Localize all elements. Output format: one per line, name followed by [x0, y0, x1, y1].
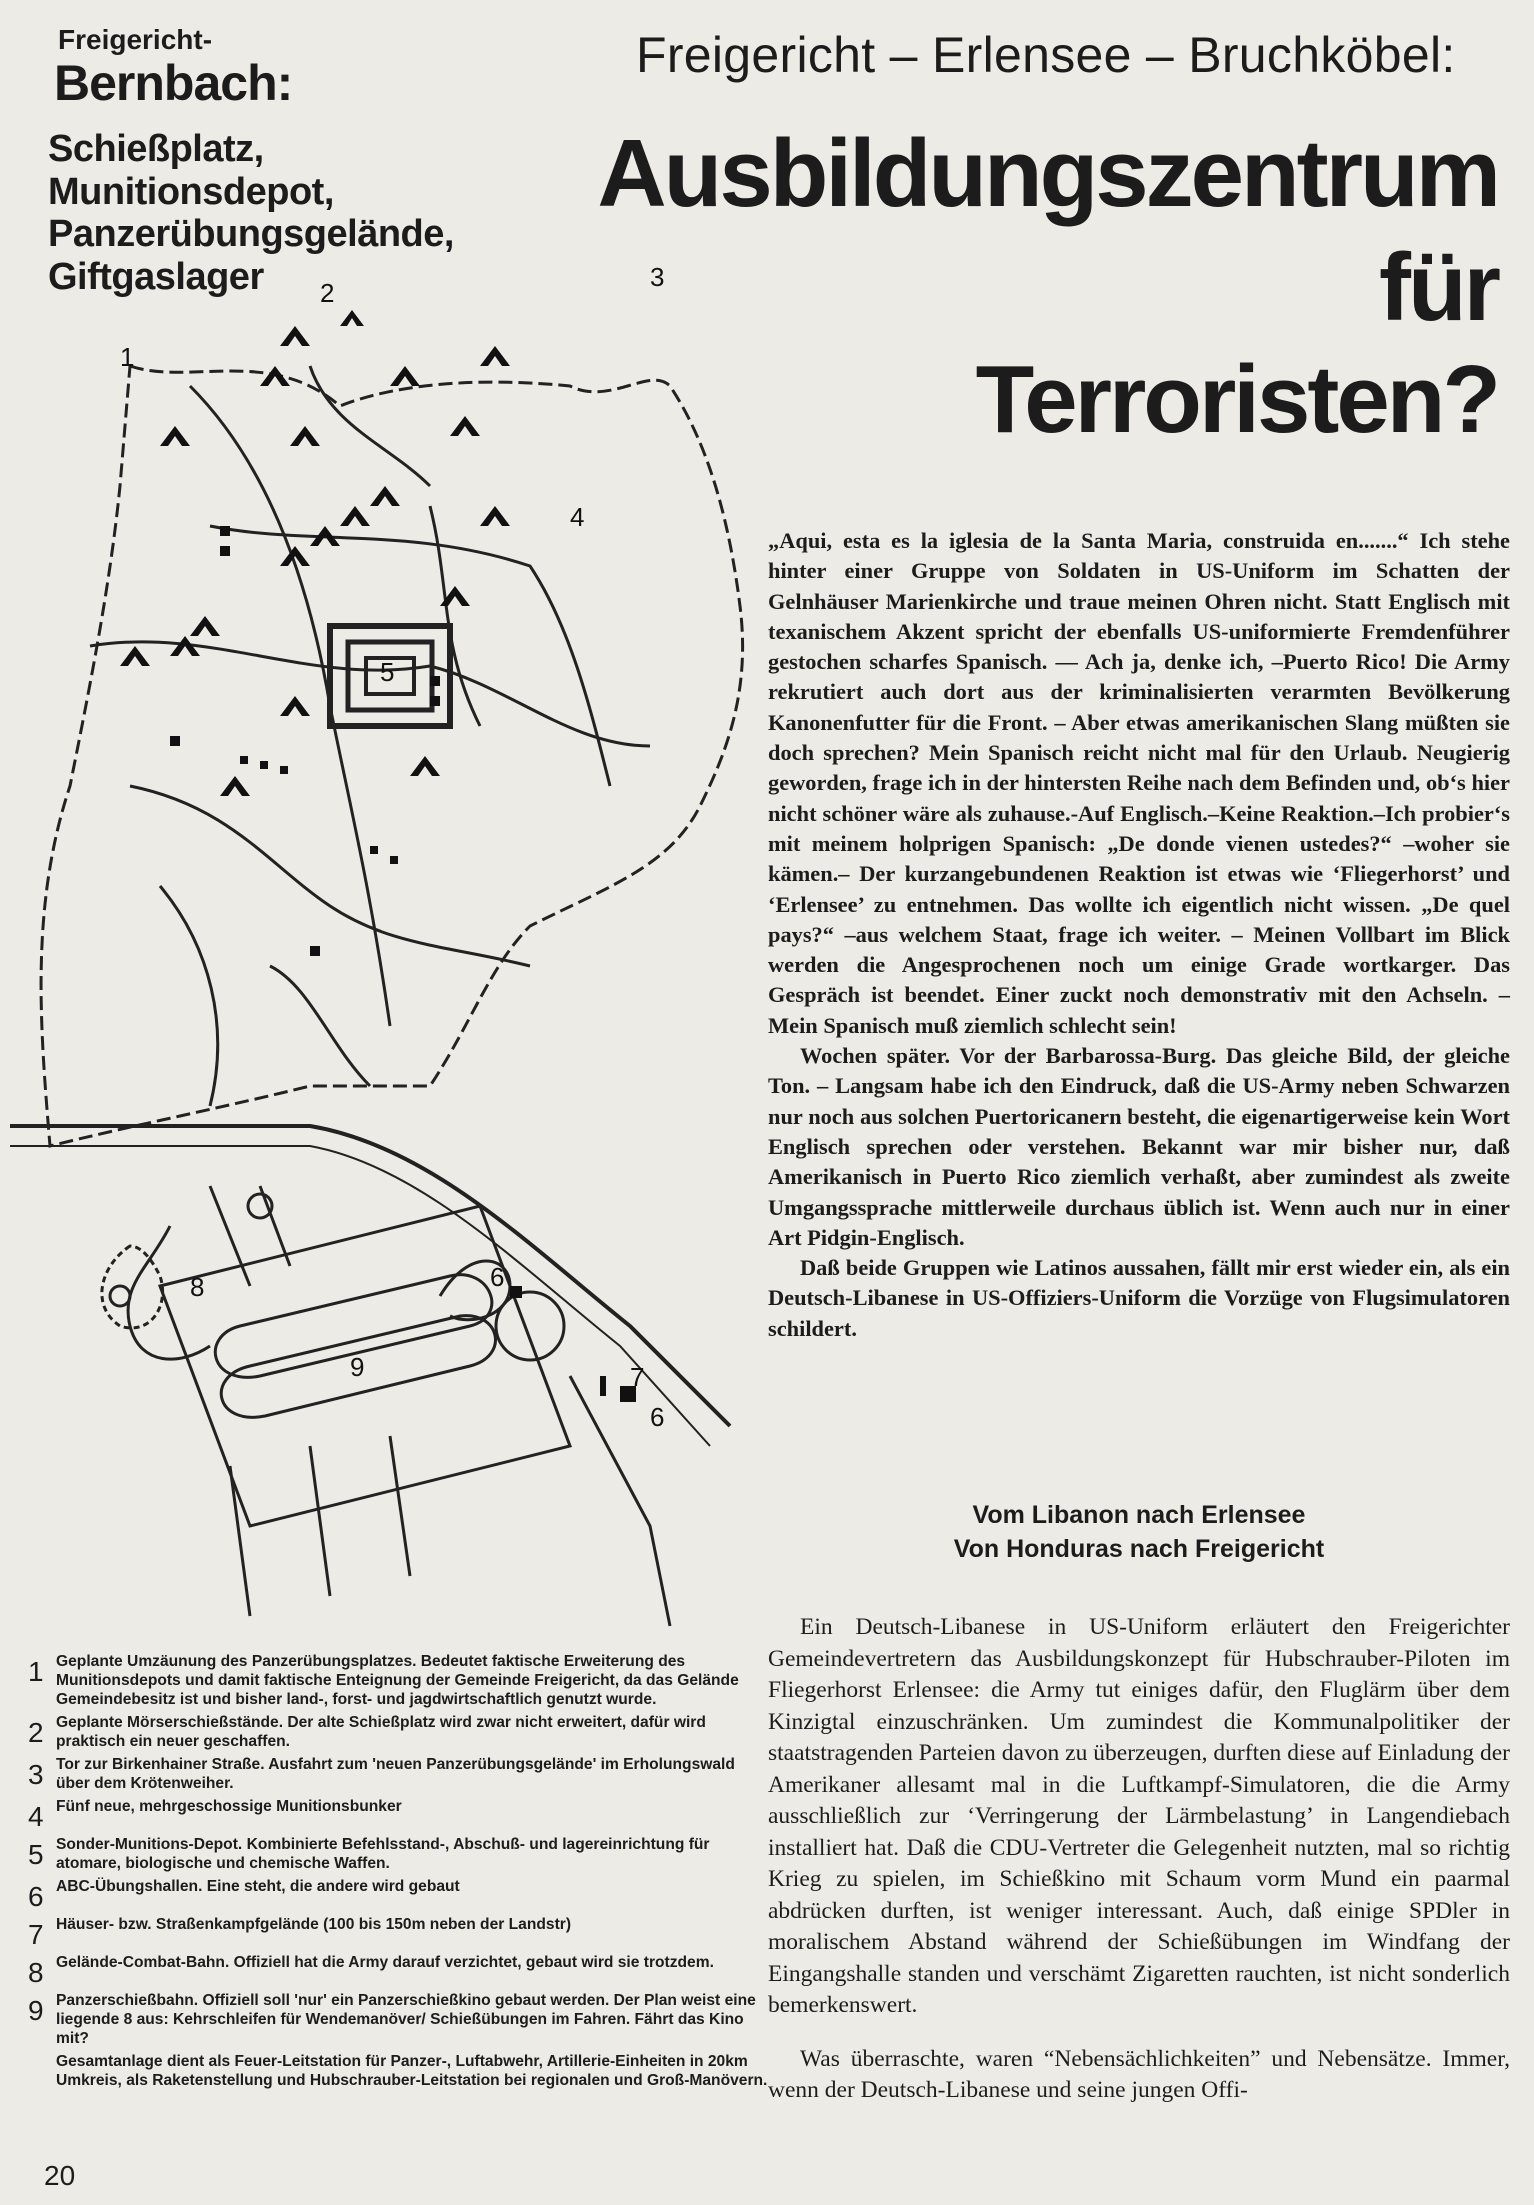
legend-number: 4	[28, 1801, 44, 1832]
article-bottom	[768, 1612, 1510, 2129]
map-label: 6	[650, 1402, 665, 1432]
legend-number: 5	[28, 1839, 44, 1870]
place-title: Bernbach:	[54, 55, 293, 111]
legend-item	[28, 1797, 768, 1831]
legend-text: Fünf neue, mehrgeschossige Munitionsbunker	[56, 1798, 402, 1815]
legend-text: Gelände-Combat-Bahn. Offiziell hat die Army darauf verzichtet, gebaut wird sie trotzdem.	[56, 1954, 714, 1971]
legend-item	[28, 1755, 768, 1793]
subheading	[768, 1498, 1510, 1566]
map-label: 6	[490, 1262, 505, 1292]
map-label: 8	[190, 1272, 205, 1302]
legend-text: Häuser- bzw. Straßenkampfgelände (100 bis 150m neben der Landstr)	[56, 1916, 572, 1933]
map-label: 9	[350, 1352, 365, 1382]
legend-text: Geplante Mörserschießstände. Der alte Schießplatz wird zwar nicht erweitert, dafür wird praktisch ein neuer geschaffen.	[56, 1714, 706, 1750]
map-label: 2	[320, 278, 335, 308]
article-paragraph: „Aqui, esta es la iglesia de la Santa Maria, construida en.......“ Ich stehe hinter einer Gruppe von Soldaten in US-Uniform im Schatten der Gelnhäuser Marienkirche und traue meinen Ohren nicht. Statt Englisch mit texanischem Akzent spricht der ebenfalls US-uniformierte Fremdenführer gestochen scharfes Spanisch. — Ach ja, denke ich, –Puerto Rico! Die Army rekrutiert auch dort aus der kriminalisierten verarmten Bevölkerung Kanonenfutter für die Front. – Aber etwas amerikanischen Slang müßten sie doch sprechen? Mein Spanisch reicht nicht mal für den Urlaub. Neugierig geworden, frage ich in der hintersten Reihe nach dem Befinden und, ob‘s hier nicht schöner wäre als zuhause.-Auf Englisch.–Keine Reaktion.–Ich probier‘s mit meinem holprigen Spanisch: „De donde vienen ustedes?“ –woher sie kämen.– Der kurzangebundenen Reaktion ist etwas wie ‘Fliegerhorst’ und ‘Erlensee’ zu entnehmen. Das wollte ich eigentlich nicht wissen. „De quel pays?“ –aus welchem Staat, frage ich weiter. – Meinen Vollbart im Blick werden die Angesprochenen noch um einige Grade wortkarger. Das Gespräch ist beendet. Einer zuckt noch demonstrativ mit den Achseln. – Mein Spanisch muß ziemlich schlecht sein!	[768, 528, 1510, 1038]
subtitle-line: Schießplatz,	[48, 128, 264, 170]
legend-text: ABC-Übungshallen. Eine steht, die andere wird gebaut	[56, 1878, 460, 1895]
article-top	[768, 526, 1510, 1344]
article-paragraph: Wochen später. Vor der Barbarossa-Burg. Das gleiche Bild, der gleiche Ton. – Langsam habe ich den Eindruck, daß die US-Army neben Schwarzen nur noch aus solchen Puertoricanern besteht, die eigenartigerweise kein Wort Englisch sprechen oder verstehen. Bekannt war mir bisher nur, daß Amerikanisch in Puerto Rico ziemlich verhaßt, aber zumindest als zweite Umgangssprache mittlerweile durchaus üblich ist. Wenn auch nur in einer Art Pidgin-Englisch.	[768, 1043, 1510, 1250]
map-label: 5	[380, 657, 395, 687]
article-paragraph: Ein Deutsch-Libanese in US-Uniform erläutert den Freigerichter Gemeindevertretern das Ausbildungskonzept für Hubschrauber-Piloten im Fliegerhorst Erlensee: die Army tut einiges dafür, den Fluglärm über dem Kinzigtal einzuschränken. Um zumindest die Kommunalpolitiker der staatstragenden Parteien davon zu überzeugen, durften diese auf Einladung der Amerikaner allesamt mal in die Luftkampf-Simulatoren, die die Army ausschließlich zur ‘Verringerung der Lärmbelastung’ in Langendiebach installiert hat. Daß die CDU-Vertreter die Gelegenheit nutzten, mal so richtig Krieg zu spielen, im Schießkino mit Schaum vorm Mund ein paarmal abdrücken durften, ist weniger interessant. Auch, daß einige SPDler in moralischem Abstand während der Schießübungen im Windfang der Eingangshalle standen und verschämt Zigaretten rauchten, ist nicht sonderlich bemerkenswert.	[768, 1614, 1510, 2018]
legend-item	[28, 1835, 768, 1873]
map-label: 4	[570, 502, 585, 532]
legend-number: 7	[28, 1919, 44, 1950]
legend-text: Geplante Umzäunung des Panzerübungsplatzes. Bedeutet faktische Erweiterung des Munitionsdepots und damit faktische Enteignung der Gemeinde Freigericht, da das Gelände Gemeindebesitz ist und bisher land-, forst- und jagdwirtschaftlich genutzt wurde.	[56, 1653, 739, 1708]
subheading-line: Vom Libanon nach Erlensee	[972, 1501, 1306, 1529]
map-legend	[28, 1652, 768, 2094]
legend-item	[28, 1991, 768, 2048]
legend-text: Panzerschießbahn. Offiziell soll 'nur' ein Panzerschießkino gebaut werden. Der Plan weist eine liegende 8 aus: Kehrschleifen für Wendemanöver/ Schießübungen im Fahren. Fährt das Kino mit?	[56, 1992, 756, 2047]
legend-text: Gesamtanlage dient als Feuer-Leitstation für Panzer-, Luftabwehr, Artillerie-Einheiten in 20km Umkreis, als Raketenstellung und Hubschrauber-Leitstation bei regionalen und Groß-Manövern.	[56, 2053, 768, 2089]
legend-item	[28, 1652, 768, 1709]
legend-item	[28, 1953, 768, 1987]
subtitle-line: Giftgaslager	[48, 255, 264, 298]
headline-line: für	[1379, 234, 1498, 341]
map-label: 3	[650, 262, 665, 292]
map-label: 7	[630, 1362, 645, 1392]
kicker: Freigericht-	[58, 24, 213, 55]
legend-number	[28, 2052, 56, 2090]
legend-number: 8	[28, 1957, 44, 1988]
legend-text: Tor zur Birkenhainer Straße. Ausfahrt zum 'neuen Panzerübungsgelände' im Erholungswald über dem Krötenweiher.	[56, 1756, 735, 1792]
subtitle-line: Panzerübungsgelände,	[48, 213, 454, 256]
legend-item	[28, 1713, 768, 1751]
legend-item	[28, 1915, 768, 1949]
subtitle-line: Munitionsdepot,	[48, 170, 334, 213]
page-number: 20	[44, 2160, 76, 2191]
map-label: 1	[120, 342, 135, 372]
legend-text: Sonder-Munitions-Depot. Kombinierte Befehlsstand-, Abschuß- und lagereinrichtung für atomare, biologische und chemische Waffen.	[56, 1836, 710, 1872]
legend-number: 1	[28, 1656, 44, 1687]
legend-item	[28, 1877, 768, 1911]
legend-number: 9	[28, 1995, 44, 2026]
subheading-line: Von Honduras nach Freigericht	[953, 1535, 1325, 1563]
headline-line: Ausbildungszentrum	[597, 120, 1498, 227]
legend-number: 3	[28, 1759, 44, 1790]
article-paragraph: Was überraschte, waren “Nebensächlichkeiten” und Nebensätze. Immer, wenn der Deutsch-Libanese und seine jungen Offi-	[768, 2045, 1510, 2103]
headline-line: Terroristen?	[975, 346, 1498, 453]
legend-number: 6	[28, 1881, 44, 1912]
subtitle-list	[48, 128, 454, 298]
article-paragraph: Daß beide Gruppen wie Latinos aussahen, fällt mir erst wieder ein, als ein Deutsch-Libanese in US-Offiziers-Uniform die Vorzüge von Flugsimulatoren schildert.	[768, 1255, 1510, 1341]
top-line: Freigericht – Erlensee – Bruchköbel:	[636, 27, 1456, 83]
legend-item	[28, 2052, 768, 2090]
legend-number: 2	[28, 1717, 44, 1748]
